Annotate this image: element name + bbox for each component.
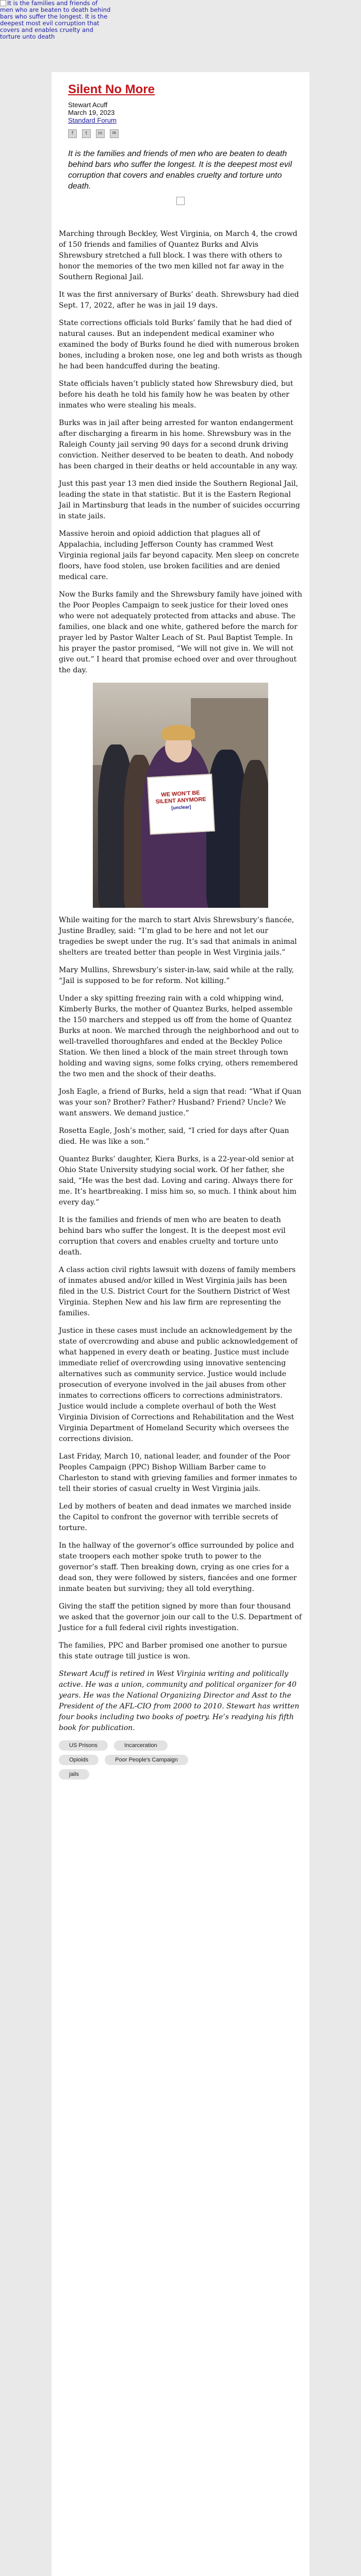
paragraph: Giving the staff the petition signed by more than four thousand we asked that the governor join our call to the U.S. Department of Justice for a full federal civil rights investigation. [59,1602,302,1632]
article-title[interactable]: Silent No More [68,82,155,96]
paragraph: While waiting for the march to start Alvis Shrewsbury’s fiancée, Justine Bradley, said: “I’m glad to be here and not let our tragedies be swept under the rug. It’s sad that animals in animal shelters are treated better than people in West Virginia jails.” [59,916,297,957]
tag-opioids[interactable]: Opioids [59,1755,99,1765]
protest-sign: WE WON'T BE SILENT ANYMORE [unclear] [147,774,215,835]
paragraph: A class action civil rights lawsuit with dozens of family members of inmates abused and/or killed in West Virginia jails has been filed in the U.S. District Court for the Southern District of West Virginia. Stephen New and his law firm are representing the families. [59,1266,296,1317]
tag-jails[interactable]: jails [59,1769,89,1780]
broken-image-icon [0,0,6,6]
paragraph: Led by mothers of beaten and dead inmates we marched inside the Capitol to confront the governor with terrible secrets of torture. [59,1502,291,1532]
paragraph: Quantez Burks’ daughter, Kiera Burks, is a 22-year-old senior at Ohio State University studying social work. Of her father, she said, “He was the best dad. Loving and caring. Always there for me. It’s heartbreaking. I miss him so, so much. I think about him every day.” [59,1155,297,1207]
paragraph: It was the first anniversary of Burks’ death. Shrewsbury had died Sept. 17, 2022, after he was in jail 19 days. [59,291,299,310]
paragraph: Josh Eagle, a friend of Burks, held a sign that read: “What if Quan was your son? Brother? Father? Husband? Friend? Uncle? We want answers. We demand justice.” [59,1088,302,1117]
broken-image-icon [176,197,185,205]
tag-us-prisons[interactable]: US Prisons [59,1740,108,1751]
march-photo [93,683,268,908]
linkedin-share-icon[interactable]: in [96,129,105,138]
email-share-icon[interactable]: ✉ [110,129,119,138]
tag-list [52,1740,309,1780]
paragraph: State corrections officials told Burks’ family that he had died of natural causes. But an independent medical examiner who examined the body of Burks found he died with numerous broken bones, including a broken nose, one leg and both wrists as though he had been handcuffed during the beating. [59,319,302,370]
article-meta [68,101,293,124]
paragraph: Mary Mullins, Shrewsbury’s sister-in-law, said while at the rally, “Jail is supposed to be for reform. Not killing.” [59,966,294,985]
publication-link[interactable]: Standard Forum [68,116,117,124]
article-date: March 19, 2023 [68,109,115,116]
paragraph: Massive heroin and opioid addiction that plagues all of Appalachia, including Jefferson County has crammed West Virginia regional jails far beyond capacity. Men sleep on concrete floors, have food stolen, use broken facilities and are denied medical care. [59,530,299,581]
paragraph: Rosetta Eagle, Josh’s mother, said, “I cried for days after Quan died. He was like a son.” [59,1127,289,1146]
twitter-share-icon[interactable]: t [82,129,91,138]
author-bio: Stewart Acuff is retired in West Virginia writing and politically active. He was a union, community and political organizer for 40 years. He was the National Organizing Director and Asst to the President of the AFL-CIO from 2000 to 2010. Stewart has written four books including two books of poetry. He’s readying his fifth book for publication. [59,1670,300,1732]
paragraph: Justice in these cases must include an acknowledgement by the state of overcrowding and abuse and public acknowledgement of what happened in every death or beating. Justice must include immediate relief of overcrowding using innovative sentencing alternatives such as community service. Justice would include prosecution of everyone involved in the jail abuses from other inmates to corrections officers to corrections administrators. Justice would include a complete overhaul of both the West Virginia Division of Corrections and Rehabilitation and the West Virginia Department of Homeland Security which oversees the corrections division. [59,1327,298,1443]
social-share-bar [68,129,293,138]
paragraph: Now the Burks family and the Shrewsbury family have joined with the Poor Peoples Campaign to seek justice for their loved ones who were not adequately protected from attacks and abuse. The families, one black and one white, gathered before the march for prayer led by Pastor Walter Leach of St. Paul Baptist Temple. In his prayer the pastor promised, “We will not give in. We will not give out.” I heard that promise echoed over and over throughout the day. [59,590,302,674]
paragraph: It is the families and friends of men who are beaten to death behind bars who suffer the longest. It is the deepest most evil corruption that covers and enables cruelty and torture unto death. [59,1216,286,1257]
paragraph: The families, PPC and Barber promised one another to pursue this state outrage till justice is won. [59,1641,287,1660]
article-lede: It is the families and friends of men who are beaten to death behind bars who suffer the longest. It is the deepest most evil corruption that covers and enables cruelty and torture unto death. [68,149,292,191]
article-body [52,229,309,1734]
article-author: Stewart Acuff [68,101,108,109]
header-image-alt-text: It is the families and friends of men who are beaten to death behind bars who suffer the longest. It is the deepest most evil corruption that covers and enables cruelty and torture unto death [0,0,111,40]
paragraph: Last Friday, March 10, national leader, and founder of the Poor Peoples Campaign (PPC) Bishop William Barber came to Charleston to stand with grieving families and former inmates to tell their stories of casual cruelty in West Virginia jails. [59,1452,297,1493]
header-image-alt [0,0,111,46]
tag-poor-peoples-campaign[interactable]: Poor People's Campaign [105,1755,188,1765]
paragraph: Under a sky spitting freezing rain with a cold whipping wind, Kimberly Burks, the mother of Quantez Burks, helped assemble the 150 marchers and stepped us off from the home of Quantez Burks at noon. We marched through the neighborhood and out to well-travelled thoroughfares and ended at the Beckley Police Station. We then lined a block of the main street through town holding and waving signs, some folks crying, others remembered the two men and the shock of their deaths. [59,994,299,1078]
paragraph: State officials haven’t publicly stated how Shrewsbury died, but before his death he told his family how he was beaten by other inmates who were stealing his meals. [59,380,293,410]
paragraph: Marching through Beckley, West Virginia, on March 4, the crowd of 150 friends and families of Quantez Burks and Alvis Shrewsbury stretched a full block. I was there with others to honor the memories of the two men killed not far away in the Southern Regional Jail. [59,230,298,281]
tag-incarceration[interactable]: Incarceration [114,1740,168,1751]
paragraph: Just this past year 13 men died inside the Southern Regional Jail, leading the state in that statistic. But it is the Eastern Regional Jail in Martinsburg that leads in the number of suicides occurring in state jails. [59,480,300,520]
paragraph: In the hallway of the governor’s office surrounded by police and state troopers each mother spoke truth to power to the governor’s staff. Then breaking down, crying as one cries for a dead son, they were followed by sisters, fiancées and one former inmate beaten but surviving; they all told everything. [59,1541,297,1593]
facebook-share-icon[interactable]: f [68,129,77,138]
paragraph: Burks was in jail after being arrested for wanton endangerment after discharging a firearm in his home. Shrewsbury was in the Raleigh County jail serving 90 days for a second drunk driving conviction. Neither deserved to be beaten to death. And nobody has been charged in their deaths or held accountable in any way. [59,419,298,470]
article-card [52,72,309,2576]
